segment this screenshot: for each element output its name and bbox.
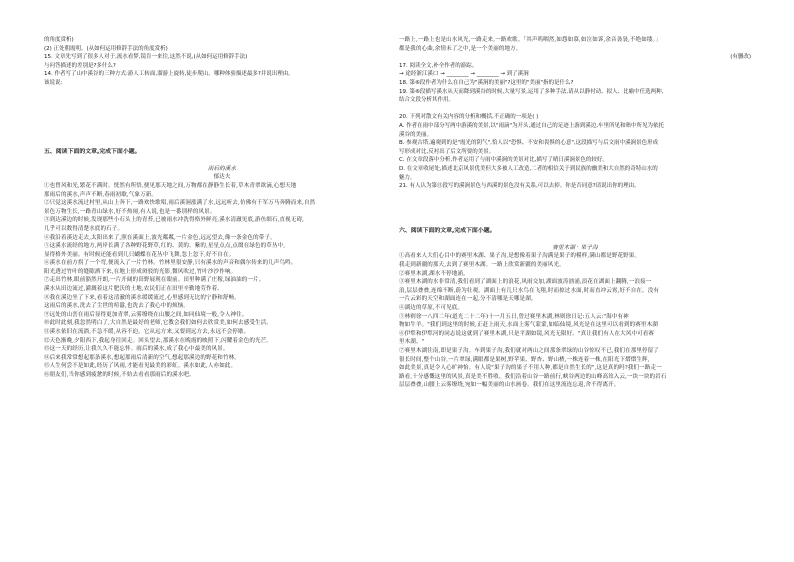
option-line: B. 参观古塔,遍观到的是"霞光的阴气",恰人以"恐惧、不安和畏惧的心意",这段描写与后文雨中溪涧景色形成 xyxy=(399,140,659,147)
questions-block xyxy=(399,62,751,105)
paragraph-line: 层层叠叠,山腰上云雾缭绕,宛如一幅美丽的山水画卷。我们在这里流连忘返,舍不得离开。 xyxy=(399,382,620,389)
paragraph-line: ⑭后来我常常想起那条溪水,想起那雨后清新的空气,想起那溪边的野花和竹林。 xyxy=(44,354,240,361)
essay-body xyxy=(44,182,400,380)
question-line: 17. 阅读全文,补全作者的游踪。 xyxy=(399,62,478,69)
option-line: 溪谷的美丽。 xyxy=(399,131,433,138)
section-title: 六、阅读下面的文章,完成下面小题。 xyxy=(399,227,496,234)
question-21: 21. 有人认为第⑪段写的溪涧景色与西溪的景色没有关系,可以去掉。你是否同意?请说出你的理由。 xyxy=(399,183,640,190)
text-line: 该说说: xyxy=(44,79,63,86)
paragraph-line: 溪水从田边流过,灌溉着这片肥沃的土地,农民们正在田里辛勤地劳作着。 xyxy=(44,286,223,293)
text-line: 与问答描述的差别是?多什么? xyxy=(44,62,116,69)
answer-space xyxy=(399,191,751,227)
option-line: C. 在文章段落中分析,作者运用了与雨中溪涧的美景对比,描写了晴日溪涧景色的较好。 xyxy=(399,157,608,164)
text-line: 14. 作者写了山中溪谷的三种方式:游人工转面,溜游上旋转,徒步爬山。哪种体验描述最多?并说出理由。 xyxy=(44,71,294,78)
source-note: (有删改) xyxy=(730,54,751,61)
paragraph-line: ⑫天色渐晚,夕阳西下,我起身往回走。回头望去,那溪水在晚霞的映照下,闪耀着金色的光芒。 xyxy=(44,337,272,344)
paragraph-line: ⑤这溪水流经的地方,两岸长满了各种野花野草,红的、黄的、紫的,星星点点,点缀在绿色的草丛中, xyxy=(44,243,286,250)
text-line: 都是我的心曲,余情未了之中,是一个美丽的地方。 xyxy=(399,45,522,52)
essay-title: 赛里木湖 · 果子沟 xyxy=(552,244,598,251)
paragraph-line: 一片云彩的天空和湖面连在一起,分不清哪是天哪是湖。 xyxy=(399,296,537,303)
answer-space xyxy=(44,88,400,148)
paragraph-line: ⑯朋友们,当你感到疲惫的时候,不妨去看看那雨后的溪水吧。 xyxy=(44,372,195,378)
paragraph-line: 如此美景,真是令人心旷神怡。有人说"果子沟的果子不用人种,都是自然生长的",这是真的吗?我们一路走一 xyxy=(399,365,662,372)
option-line: D. 在文章收尾处,描述北京风景优美但大多被人工改造,二者的相信关于到民族的幽美和大自然的奇特山水的 xyxy=(399,165,658,172)
paragraph-line: ③赛里木湖的水非常清,我们看到了湖面上的浪花,风雨交加,湖面波涛汹涌,浪花在湖面上翻腾,一浪接一 xyxy=(399,279,652,286)
section-title: 五、阅读下面的文章,完成下面小题。 xyxy=(44,148,141,155)
paragraph-line: 很长时间,整个山谷,一片翠绿,满眼都是果树,野苹果、野杏、野山楂,一株连着一株,在阳光下熠熠生辉, xyxy=(399,356,650,363)
paragraph-line: ⑬这一天的经历,让我久久不能忘怀。雨后的溪水,成了我心中最美的风景。 xyxy=(44,346,229,353)
text-line: 15. 文章先写到了很多人对于,流水看梦,镜肯一来往,这然不说,(从如何运用修辞手法) xyxy=(44,54,248,61)
paragraph-line: 几乎可以数得清楚水底的石子。 xyxy=(44,225,124,232)
right-column xyxy=(399,36,751,390)
option-line: A. 作者在雨中部分写两中游溪的美景,以"雨滴"为开头,通过自己的足迹上游到溪边,车里所见和晤中所见为依托 xyxy=(399,122,664,129)
essay-author: 郁达夫 xyxy=(213,174,231,181)
paragraph-line: 浪,层层叠叠,连绵不断,蔚为壮观。湖面上有几只水鸟在飞翔,时而掠过水面,时而直冲云霄,好不自在。没有 xyxy=(399,287,659,294)
left-column xyxy=(44,36,400,380)
question-line: → 途经浙江溪口 → ________ → ________ → 到了溪涧 xyxy=(399,71,529,78)
paragraph-line: ⑥溪水在前方拐了一个弯,便流入了一片竹林。竹林里很安静,只有溪水的声音和偶尔传来的几声鸟鸣。 xyxy=(44,260,297,267)
paragraph-line: ②只觉这溪水流过村里,从山上奔下,一路欢快歌唱,雨后溪涧涨满了水,远远听去,仿佛有千军万马奔腾而来,自然 xyxy=(44,200,316,207)
paragraph-line: ⑮人生何尝不是如此,经历了风雨,才能看见最美的彩虹。溪水如此,人亦如此。 xyxy=(44,363,237,370)
paragraph-line: ②赛里木湖,湖水不停地涌。 xyxy=(399,270,469,277)
paragraph-line: ①也曾风和光,繁花不满时。恍然有所悟,便见那天地之间,万物都在静静生长着,草木青翠欲滴,心想天地 xyxy=(44,182,297,189)
question-20: 20. 下列对散文有关内容的分析和概括,不正确的一项是( ) xyxy=(399,114,539,121)
paragraph-line: 里木湖。" xyxy=(399,339,425,346)
question-line: 结合文段分析其作用。 xyxy=(399,97,455,104)
paragraph-line: ⑩此时此刻,我忽然明白了,大自然是最好的老师,它教会我们如何去欣赏美,如何去感受生活。 xyxy=(44,320,272,327)
paragraph-line: 物如牛羊。"我们到这里的时候,正赶上雨天,水面上雾气蒙蒙,如临仙境,风光是在这里可以看到的赛里木湖 xyxy=(399,322,658,329)
paragraph-line: ⑨远处的山峦在雨后显得更加青翠,云雾缭绕在山腰之间,如同仙境一般,令人神往。 xyxy=(44,311,248,318)
options-block xyxy=(399,122,751,182)
text-line: (2) 正处朝霞明。(从如何运用修辞手法的角度赏析) xyxy=(44,45,168,52)
paragraph-line: ①高看来人大们心目中的赛里木湖、果子沟,是想像着果子沟满是果子的模样,满山都是野花野果。 xyxy=(399,253,641,260)
essay-body xyxy=(399,252,751,390)
question-line: 18. 第⑥段作者为什么在自己为"溪涧的美丽"?这里的"美丽"指的是什么? xyxy=(399,79,574,86)
paragraph-line: ⑦赛里木湖往南,即是果子沟。车到果子沟,我们就对两山之间那条翠绿的山谷惊叹不已,我们在那里停留了 xyxy=(399,348,659,354)
question-line: 19. 第⑥段描写溪水从天而降到溪谷的时候,大量写景,运用了多种手法,请从以静衬动、拟人、比喻中任选两种, xyxy=(399,88,664,95)
paragraph-line: ⑥伊犁和伊犁河的同志说这就到了赛里木湖,只是平湖如镜,风光无限好。"真让我们有人在大风中可看赛 xyxy=(399,330,655,337)
paragraph-line: ③到达溪边的时候,发现那些小石头上的青苔,已被雨水冲洗得格外鲜亮,溪水清澈见底,游鱼细石,直视无碍, xyxy=(44,217,304,224)
paragraph-line: ⑦走出竹林,眼前豁然开朗,一片开阔的田野展现在眼前。田里种满了庄稼,绿油油的一片。 xyxy=(44,277,265,284)
paragraph-line: ⑧我在溪边坐了下来,看着这清澈的溪水缓缓流过,心里感到无比的宁静和舒畅。 xyxy=(44,294,240,301)
paragraph-line: ⑪溪水依旧在流淌,不急不缓,从容不迫。它从远方来,又要到远方去,永远不会停歇。 xyxy=(44,329,250,336)
option-line: 写形成对比,反衬出了后文所要的美景。 xyxy=(399,148,495,155)
paragraph-line: ⑤林则徐一八四二年(道光二十二年)十一月五日,曾过赛里木湖,林则徐日记:五人云:"海中有神 xyxy=(399,313,629,320)
paragraph-line: 路看,十分感慨这里的风景,真是美不胜收。我们沿着山谷一路前行,峡谷两边的山峰高耸入云,一块一块的岩石 xyxy=(399,373,667,380)
essay-title: 雨后的溪水 xyxy=(207,165,237,172)
paragraph-line: 显得格外美丽。有时候还能看到几只蝴蝶在花丛中飞舞,忽上忽下,好不自在。 xyxy=(44,251,235,258)
paragraph-line: 景色万物生长,一路青山绿水,好不热闹,有人说,也是一番别样的风景。 xyxy=(44,208,216,215)
paragraph-line: 那雨后的溪水,声声不断,春雨初歇,气象万新。 xyxy=(44,191,158,198)
text-line: 一路上,一路上也是山水风光,一路走来,一路欢歌。「其声呜咽然,如怨如慕,如泣如诉,余音袅袅,不绝如缕。」 xyxy=(399,37,662,43)
paragraph-line: ④我沿着溪边走去,太阳出来了,照在溪面上,波光粼粼,一片金色,远远望去,像一条金色的带子。 xyxy=(44,234,276,241)
paragraph-line: 阳光透过竹叶的缝隙洒下来,在地上形成斑驳的光影,微风吹过,竹叶沙沙作响。 xyxy=(44,268,237,275)
paragraph-line: ④湖边的草原,不可见底。 xyxy=(399,305,464,312)
text-line: 的角度赏析) xyxy=(44,37,74,43)
paragraph-line: 这雨后的溪水,洗去了尘世的喧嚣,也洗去了我心中的烦恼。 xyxy=(44,303,190,310)
option-line: 魅力。 xyxy=(399,174,416,181)
paragraph-line: 我走到新疆的那天,去到了赛里木湖。一路上欣赏新疆的美丽风光。 xyxy=(399,262,565,269)
question-block-top xyxy=(44,36,400,88)
